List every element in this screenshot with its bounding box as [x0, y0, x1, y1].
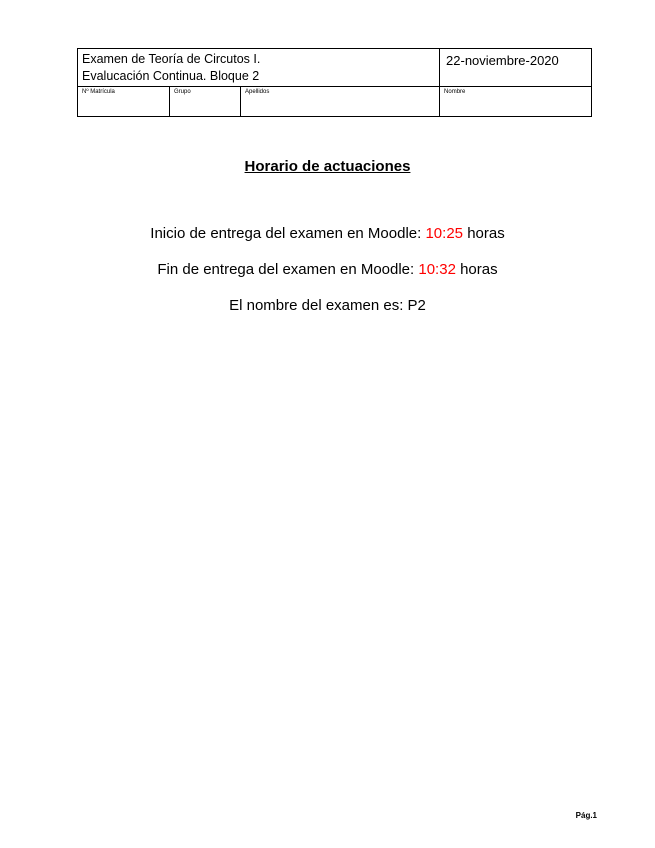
exam-header-table	[77, 48, 592, 117]
exam-date-cell	[440, 49, 592, 87]
nombre-label: Nombre	[444, 89, 466, 95]
start-time-label: Inicio de entrega del examen en Moodle:	[150, 225, 422, 242]
end-time-value: 10:32	[418, 261, 456, 278]
nombre-field	[440, 87, 592, 117]
header-title-row	[78, 49, 592, 87]
end-time-label: Fin de entrega del examen en Moodle:	[157, 261, 415, 278]
exam-title-line-1: Examen de Teoría de Circutos I.	[82, 52, 261, 66]
start-time-unit: horas	[467, 225, 505, 242]
exam-title-line-2: Evalucación Continua. Bloque 2	[82, 69, 260, 83]
header-fields-row	[78, 87, 592, 117]
end-time-line	[0, 261, 655, 278]
apellidos-field	[241, 87, 440, 117]
end-time-unit: horas	[460, 261, 498, 278]
grupo-field	[170, 87, 241, 117]
exam-date: 22-noviembre-2020	[446, 53, 559, 68]
grupo-label: Grupo	[174, 89, 191, 95]
start-time-value: 10:25	[425, 225, 464, 242]
schedule-heading: Horario de actuaciones	[244, 158, 411, 175]
start-time-line	[0, 225, 655, 242]
exam-name-line: El nombre del examen es: P2	[229, 297, 426, 314]
matricula-label: Nº Matrícula	[82, 89, 115, 95]
matricula-field	[78, 87, 170, 117]
exam-title-cell	[78, 49, 440, 87]
apellidos-label: Apellidos	[245, 89, 270, 95]
page-number: Pág.1	[575, 811, 597, 820]
